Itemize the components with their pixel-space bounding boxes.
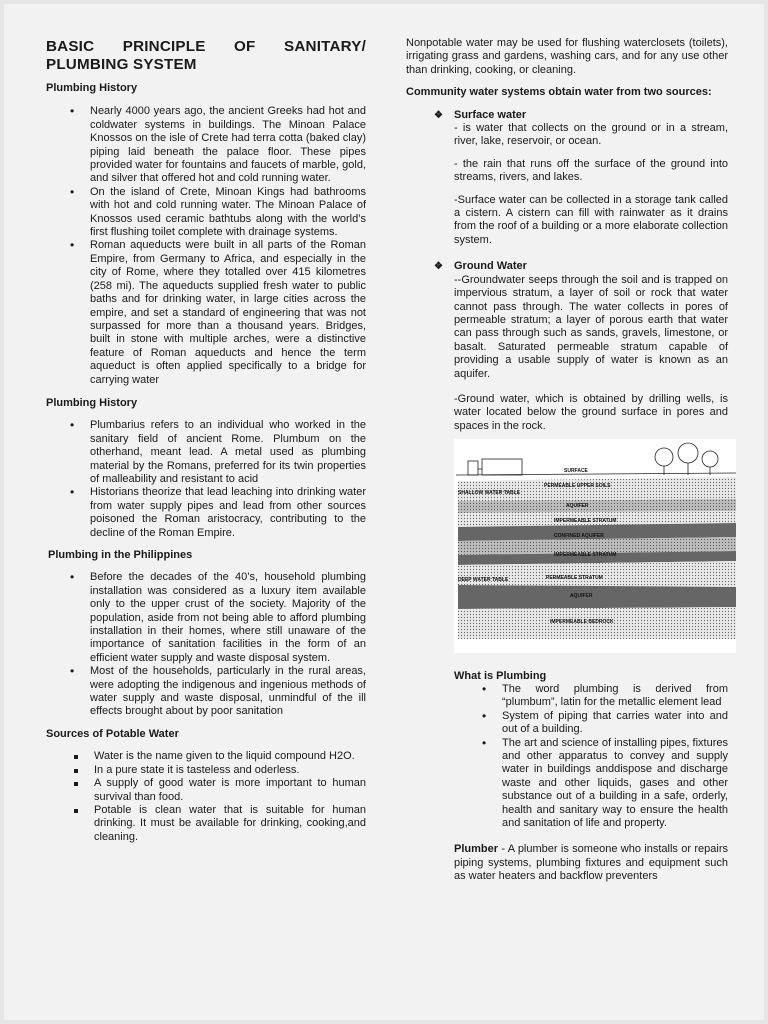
plumbing-history-list <box>46 105 366 387</box>
what-is-plumbing-list <box>406 683 728 830</box>
plumber-term: Plumber <box>454 843 499 856</box>
title-line-1: BASIC PRINCIPLE OF SANITARY/ <box>46 38 366 55</box>
label-aquifer-2: AQUIFER <box>570 593 593 600</box>
list-item: • Most of the households, particularly in the rural areas, were adopting the indigenous and ingenious methods of water supply and waste disposal, unmindful of the ill effects brought about by poor sanitation <box>46 665 366 719</box>
list-item: • Nearly 4000 years ago, the ancient Greeks had hot and coldwater systems in buildings. The Minoan Palace Knossos on the isle of Crete had terra cotta (baked clay) piping laid beneath the palace floor. These pipes provided water for fountains and faucets of marble, gold, and silver that offered hot and cold running water. <box>46 105 366 185</box>
label-impermeable-1: IMPERMEABLE STRATUM <box>554 518 617 525</box>
surface-water-heading: ❖ Surface water <box>406 109 728 122</box>
groundwater-strata-diagram <box>454 439 736 653</box>
list-item: • The word plumbing is derived from “plumbum”, latin for the metallic element lead <box>458 683 728 710</box>
ground-water-heading: ❖ Ground Water <box>406 260 728 273</box>
plumber-text: - A plumber is someone who installs or repairs piping systems, plumbing fixtures and equipment such as water heaters and backflow preventers <box>454 843 728 883</box>
label-shallow-water-table: SHALLOW WATER TABLE <box>458 490 521 497</box>
right-column <box>406 4 728 884</box>
surface-water-p1: - is water that collects on the ground or in a stream, river, lake, reservoir, or ocean. <box>454 122 728 148</box>
list-item: • Plumbarius refers to an individual who worked in the sanitary field of ancient Rome. Plumbum on the otherhand, meant lead. A metal used as plumbing material by the Romans, preferred for its twin properties of malleability and resistant to acid <box>46 419 366 486</box>
section-heading-potable-water: Sources of Potable Water <box>46 727 179 740</box>
list-item: In a pure state it is tasteless and oderless. <box>46 764 366 777</box>
title-line-2: PLUMBING SYSTEM <box>46 56 197 73</box>
list-item: • Before the decades of the 40’s, household plumbing installation was considered as a luxury item available only to the upper crust of the society. Majority of the population, aside from not being able to afford plumbing installation in their homes, where still unaware of the importance of sanitation facilities in the form of an efficient water supply and waste disposal system. <box>46 571 366 665</box>
plumber-definition <box>406 843 728 883</box>
house-icon <box>468 459 522 475</box>
label-bedrock: IMPERMEABLE BEDROCK <box>550 619 614 626</box>
label-permeable-stratum: PERMEABLE STRATUM <box>546 575 603 582</box>
label-upper-soils: PERMEABLE UPPER SOILS <box>544 483 611 490</box>
surface-water-p2: - the rain that runs off the surface of the ground into streams, rivers, and lakes. <box>454 157 728 184</box>
list-item: • Historians theorize that lead leaching into drinking water from water supply pipes and lead from other sources poisoned the Roman aristocracy, contributing to the decline of the Roman Empire. <box>46 486 366 540</box>
surface-water-p3: -Surface water can be collected in a storage tank called a cistern. A cistern can fill with rainwater as it drains from the roof of a building or a more elaborate collection system. <box>454 193 728 246</box>
ground-water-p1: --Groundwater seeps through the soil and is trapped on impervious stratum, a layer of soil or rock that water cannot pass through. The water collects in pores of permeable stratum; a layer of porous earth that water can pass through such as sands, gravels, limestone, or basalt. Saturated permeable stratum capable of providing a usable supply of water is known as an aquifer. <box>454 273 728 380</box>
label-impermeable-2: IMPERMEABLE STRATUM <box>554 552 617 559</box>
list-item: Water is the name given to the liquid compound H2O. <box>46 750 366 763</box>
community-heading: Community water systems obtain water from two sources: <box>406 86 712 99</box>
label-confined-aquifer: CONFINED AQUIFER <box>554 533 604 540</box>
nonpotable-paragraph: Nonpotable water may be used for flushing waterclosets (toilets), irrigating grass and gardens, washing cars, and for any use other than drinking, cooking, or cleaning. <box>406 37 728 76</box>
section-heading-plumbing-history-2: Plumbing History <box>46 396 138 409</box>
what-is-plumbing-heading: What is Plumbing <box>454 669 547 682</box>
document-title <box>46 38 366 74</box>
label-surface: SURFACE <box>564 468 588 475</box>
list-item: • Roman aqueducts were built in all parts of the Roman Empire, from Germany to Africa, and especially in the city of Rome, where they totalled over 415 kilometres (258 mi). The aqueducts supplied fresh water to public baths and for drinking water, in large cities across the empire, and set a standard of engineering that was not surpassed for more than a thousand years. Bridges, built in stone with multiple arches, were a distinctive feature of Roman aqueducts and hence the term aqueduct is often applied specifically to a bridge for carrying water <box>46 239 366 386</box>
list-item: Potable is clean water that is suitable for human drinking. It must be available for drinking, cooking,and cleaning. <box>46 804 366 844</box>
section-heading-philippines: Plumbing in the Philippines <box>48 549 193 561</box>
list-item: • The art and science of installing pipes, fixtures and other apparatus to convey and supply water in buildings anddispose and discharge waste and other liquids, gases and other substance out of a building in a safe, orderly, health and sanitary way to ensure the health and sanitation of life and property. <box>458 737 728 831</box>
potable-water-list <box>46 750 366 844</box>
label-aquifer-1: AQUIFER <box>566 503 589 510</box>
list-item: A supply of good water is more important to human survival than food. <box>46 777 366 804</box>
document-page <box>4 4 764 1020</box>
label-deep-water-table: DEEP WATER TABLE <box>458 577 509 584</box>
left-column <box>46 4 366 844</box>
plumbing-history-2-list <box>46 419 366 540</box>
section-heading-plumbing-history: Plumbing History <box>46 82 138 94</box>
list-item: • On the island of Crete, Minoan Kings had bathrooms with hot and cold running water. The Minoan Palace of Knossos used ceramic bathtubs along with the world’s first flushing toilet complete with drainage systems. <box>46 186 366 240</box>
list-item: • System of piping that carries water into and out of a building. <box>458 710 728 737</box>
philippines-list <box>46 571 366 718</box>
ground-water-p2: -Ground water, which is obtained by drilling wells, is water located below the ground surface in pores and spaces in the rock. <box>454 392 728 432</box>
